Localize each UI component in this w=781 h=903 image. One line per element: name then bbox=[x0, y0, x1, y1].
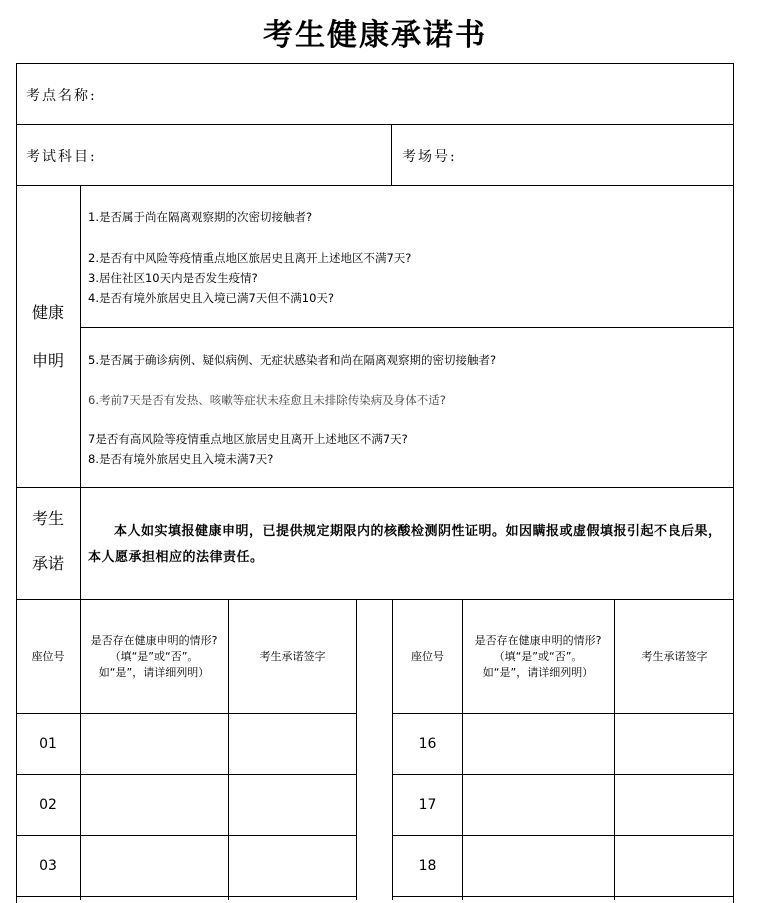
pledge-text: 本人如实填报健康申明，已提供规定期限内的核酸检测阴性证明。如因瞒报或虚假填报引起不良后果，本人愿承担相应的法律责任。 bbox=[88, 524, 722, 565]
exam-subject-label: 考试科目: bbox=[26, 149, 97, 165]
seat-number: 01 bbox=[39, 736, 57, 752]
question-6: 6.考前7天是否有发热、咳嗽等症状未痊愈且未排除传染病及身体不适? bbox=[88, 393, 446, 407]
page-title: 考生健康承诺书 bbox=[263, 18, 487, 53]
pledge-label: 考生 承诺 bbox=[31, 509, 64, 573]
seat-header: 座位号 bbox=[31, 649, 65, 663]
question-2: 2.是否有中风险等疫情重点地区旅居史且离开上述地区不满7天? bbox=[88, 251, 412, 265]
declaration-header: 是否存在健康申明的情形?（填“是”或“否”。如“是”，请详细列明） bbox=[474, 633, 602, 679]
exam-site-label: 考点名称: bbox=[26, 88, 97, 104]
divider bbox=[16, 896, 356, 897]
divider bbox=[16, 124, 734, 125]
divider bbox=[16, 63, 734, 64]
question-7: 7是否有高风险等疫情重点地区旅居史且离开上述地区不满7天? bbox=[88, 432, 408, 446]
question-5: 5.是否属于确诊病例、疑似病例、无症状感染者和尚在隔离观察期的密切接触者? bbox=[88, 353, 497, 367]
declaration-header: 是否存在健康申明的情形?（填“是”或“否”。如“是”，请详细列明） bbox=[90, 633, 218, 679]
question-1: 1.是否属于尚在隔离观察期的次密切接触者? bbox=[88, 210, 313, 224]
seat-number: 02 bbox=[39, 797, 57, 813]
seat-number: 16 bbox=[418, 736, 437, 752]
divider bbox=[391, 124, 392, 186]
question-4: 4.是否有境外旅居史且入境已满7天但不满10天? bbox=[88, 291, 335, 305]
seat-number: 18 bbox=[418, 858, 437, 874]
seat-number: 17 bbox=[418, 797, 437, 813]
divider bbox=[356, 599, 357, 900]
seat-number: 03 bbox=[39, 858, 57, 874]
form-table bbox=[16, 63, 734, 903]
divider bbox=[392, 896, 734, 897]
health-declaration-label: 健康 申明 bbox=[31, 303, 64, 370]
signature-header: 考生承诺签字 bbox=[259, 649, 326, 663]
divider bbox=[16, 185, 734, 186]
exam-room-label: 考场号: bbox=[402, 149, 457, 165]
question-8: 8.是否有境外旅居史且入境未满7天? bbox=[88, 452, 274, 466]
divider bbox=[16, 487, 734, 488]
question-3: 3.居住社区10天内是否发生疫情? bbox=[88, 271, 258, 285]
signature-header: 考生承诺签字 bbox=[641, 649, 708, 663]
seat-header: 座位号 bbox=[411, 649, 444, 663]
divider bbox=[80, 185, 81, 900]
divider bbox=[462, 599, 463, 900]
divider bbox=[80, 327, 734, 328]
